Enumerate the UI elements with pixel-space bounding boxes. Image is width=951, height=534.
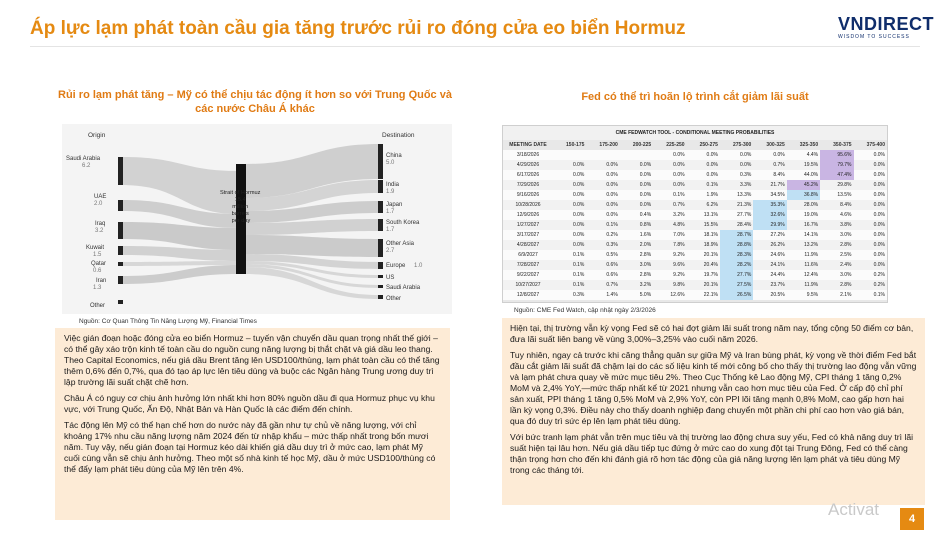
probability-cell: [620, 150, 653, 160]
header-rate-range: 175-200: [599, 142, 618, 148]
probability-cell: 21.3%: [720, 200, 753, 210]
probability-cell: 0.0%: [753, 150, 786, 160]
bar-china: [378, 144, 383, 179]
probability-cell: 2.1%: [820, 290, 853, 300]
probability-cell: 8.4%: [820, 200, 853, 210]
probability-cell: 18.9%: [687, 240, 720, 250]
probability-cell: 19.7%: [687, 270, 720, 280]
probability-cell: 5.0%: [620, 290, 653, 300]
probability-cell: 21.7%: [753, 180, 786, 190]
probability-cell: 12.4%: [787, 270, 820, 280]
probability-cell: 11.9%: [787, 250, 820, 260]
probability-cell: 11.9%: [787, 280, 820, 290]
probability-cell: 0.0%: [620, 190, 653, 200]
destination-header: Destination: [382, 132, 415, 139]
origin-iran-value: 1.3: [93, 285, 102, 291]
probability-cell: 2.5%: [820, 250, 853, 260]
probability-cell: 29.9%: [753, 220, 786, 230]
meeting-date-cell: 9/16/2026: [503, 190, 553, 200]
probability-cell: 0.7%: [653, 200, 686, 210]
probability-cell: 0.0%: [854, 160, 887, 170]
fedwatch-table: [502, 125, 888, 303]
probability-cell: 0.0%: [553, 190, 586, 200]
probability-cell: 4.6%: [820, 210, 853, 220]
probability-cell: 0.0%: [854, 190, 887, 200]
origin-iran: Iran: [96, 278, 107, 284]
probability-cell: 0.1%: [653, 190, 686, 200]
right-textbox: [502, 318, 925, 505]
probability-cell: 14.1%: [787, 230, 820, 240]
header-rate-range: 225-250: [666, 142, 685, 148]
probability-cell: 0.0%: [620, 170, 653, 180]
probability-cell: 0.0%: [653, 170, 686, 180]
meeting-date-cell: 7/29/2026: [503, 180, 553, 190]
dest-korea: South Korea: [386, 220, 420, 226]
probability-cell: 8.4%: [753, 170, 786, 180]
bar-saudi-dest: [378, 285, 383, 288]
bar-other-origin: [118, 300, 123, 304]
probability-cell: 27.7%: [720, 210, 753, 220]
probability-cell: 28.2%: [720, 260, 753, 270]
table-row: [503, 160, 887, 170]
logo-text: VNDIRECT: [838, 14, 935, 34]
table-row: [503, 250, 887, 260]
table-row: [503, 240, 887, 250]
meeting-date-cell: 1/27/2027: [503, 220, 553, 230]
probability-cell: 15.5%: [687, 220, 720, 230]
meeting-date-cell: 7/28/2027: [503, 260, 553, 270]
dest-china: China: [386, 153, 402, 159]
dest-us: US: [386, 275, 395, 281]
probability-cell: 0.0%: [653, 150, 686, 160]
meeting-date-cell: 9/22/2027: [503, 270, 553, 280]
probability-cell: 0.7%: [753, 160, 786, 170]
probability-cell: 1.6%: [620, 230, 653, 240]
probability-cell: 0.0%: [854, 240, 887, 250]
vndirect-logo: [838, 14, 938, 40]
probability-cell: 4.8%: [653, 220, 686, 230]
probability-cell: 3.2%: [653, 210, 686, 220]
fedwatch-table-title: CME FEDWATCH TOOL - CONDITIONAL MEETING PROBABILITIES: [503, 126, 887, 140]
sankey-svg: [62, 124, 452, 314]
probability-cell: 0.1%: [687, 180, 720, 190]
probability-cell: 7.0%: [653, 230, 686, 240]
probability-cell: 19.0%: [787, 210, 820, 220]
probability-cell: 0.0%: [854, 150, 887, 160]
probability-cell: 27.2%: [753, 230, 786, 240]
probability-table: [503, 140, 887, 300]
probability-cell: 4.4%: [787, 150, 820, 160]
probability-cell: 3.3%: [720, 180, 753, 190]
probability-cell: 0.3%: [586, 240, 619, 250]
probability-cell: 0.0%: [720, 150, 753, 160]
meeting-date-cell: 6/17/2026: [503, 170, 553, 180]
header-rate-range: 325-350: [799, 142, 819, 148]
probability-cell: 0.0%: [687, 150, 720, 160]
meeting-date-cell: 10/28/2026: [503, 200, 553, 210]
probability-cell: 44.0%: [787, 170, 820, 180]
flow-other-dest: [244, 267, 380, 299]
table-row: [503, 150, 887, 160]
flow-iran: [122, 265, 238, 284]
probability-cell: 0.0%: [854, 250, 887, 260]
right-caption: Nguồn: CME Fed Watch, cập nhật ngày 2/3/2026: [514, 307, 656, 314]
page-title: Áp lực lạm phát toàn cầu gia tăng trước rủi ro đóng cửa eo biển Hormuz: [30, 18, 686, 39]
probability-cell: 19.5%: [787, 160, 820, 170]
probability-cell: 0.0%: [620, 180, 653, 190]
meeting-date-cell: 12/8/2027: [503, 290, 553, 300]
header-meeting-date: MEETING DATE: [509, 142, 547, 148]
bar-uae: [118, 200, 123, 211]
left-paragraph: Châu Á có nguy cơ chịu ảnh hưởng lớn nhất khi hơn 80% nguồn dầu đi qua Hormuz phục vụ khu vực, với Trung Quốc, Ấn Độ, Nhật Bản và Hàn Quốc là các điểm đến chính.: [64, 393, 435, 414]
origin-saudi: Saudi Arabia: [66, 156, 101, 162]
probability-cell: 26.5%: [720, 290, 753, 300]
probability-cell: 28.4%: [720, 220, 753, 230]
dest-europe-value: 1.0: [414, 263, 423, 269]
probability-cell: 9.2%: [653, 270, 686, 280]
origin-iraq: Iraq: [95, 221, 106, 227]
probability-cell: 0.0%: [553, 210, 586, 220]
probability-cell: 24.1%: [753, 260, 786, 270]
dest-other-asia: Other Asia: [386, 241, 415, 247]
meeting-date-cell: 3/17/2027: [503, 230, 553, 240]
probability-cell: 0.6%: [586, 260, 619, 270]
probability-cell: 2.8%: [820, 240, 853, 250]
probability-cell: 24.6%: [753, 250, 786, 260]
probability-cell: 9.8%: [653, 280, 686, 290]
probability-cell: 0.0%: [854, 210, 887, 220]
header-rate-range: 250-275: [699, 142, 718, 148]
hormuz-label: Strait of Hormuz 15.4 million barrels per day: [220, 190, 261, 224]
probability-cell: 0.0%: [620, 160, 653, 170]
probability-cell: [586, 150, 619, 160]
dest-japan-value: 1.7: [386, 209, 395, 215]
meeting-date-cell: 10/27/2027: [503, 280, 553, 290]
probability-cell: 23.7%: [753, 280, 786, 290]
probability-cell: 0.0%: [553, 170, 586, 180]
probability-cell: 7.8%: [653, 240, 686, 250]
table-body: [503, 150, 887, 300]
probability-cell: 20.1%: [687, 250, 720, 260]
probability-cell: 11.6%: [787, 260, 820, 270]
probability-cell: 0.3%: [720, 170, 753, 180]
origin-other: Other: [90, 303, 106, 309]
probability-cell: 1.9%: [687, 190, 720, 200]
probability-cell: 20.1%: [687, 280, 720, 290]
probability-cell: 0.0%: [854, 230, 887, 240]
flow-qatar: [122, 261, 238, 266]
probability-cell: 27.7%: [720, 270, 753, 280]
probability-cell: 0.0%: [553, 220, 586, 230]
probability-cell: 16.7%: [787, 220, 820, 230]
probability-cell: 0.2%: [854, 270, 887, 280]
probability-cell: 0.0%: [586, 200, 619, 210]
probability-cell: 0.0%: [687, 170, 720, 180]
meeting-date-cell: 12/9/2026: [503, 210, 553, 220]
origin-qatar-value: 0.6: [93, 268, 102, 274]
probability-cell: 0.0%: [687, 160, 720, 170]
bar-qatar: [118, 262, 123, 266]
probability-cell: 0.5%: [586, 250, 619, 260]
probability-cell: 0.0%: [854, 180, 887, 190]
bar-iraq: [118, 222, 123, 239]
probability-cell: 0.0%: [553, 240, 586, 250]
probability-cell: 13.1%: [687, 210, 720, 220]
probability-cell: 0.0%: [854, 260, 887, 270]
probability-cell: 2.0%: [620, 240, 653, 250]
table-row: [503, 270, 887, 280]
sankey-diagram: [62, 124, 452, 314]
logo-tagline: WISDOM TO SUCCESS: [838, 34, 910, 40]
probability-cell: 28.3%: [720, 250, 753, 260]
probability-cell: 3.8%: [820, 220, 853, 230]
probability-cell: 0.0%: [553, 160, 586, 170]
left-paragraph: Việc gián đoạn hoặc đóng cửa eo biển Hormuz – tuyến vận chuyển dầu quan trọng nhất thế giới – có thể gây xáo trộn kinh tế toàn cầu do nguồn cung năng lượng bị thắt chặt và giá dầu leo thang. Theo Capital Economics, nếu giá dầu Brent tăng lên USD100/thùng, lạm phát toàn cầu có thể tăng thêm 0,6% đến 0,7%, qua đó tạo áp lực lên tiêu dùng và buộc các Ngân hàng Trung ương duy trì lập trường lãi suất chặt chẽ hơn.: [64, 333, 440, 387]
bar-us: [378, 275, 383, 278]
probability-cell: 2.8%: [620, 270, 653, 280]
probability-cell: 0.0%: [620, 200, 653, 210]
probability-cell: 18.1%: [687, 230, 720, 240]
probability-cell: 0.1%: [553, 260, 586, 270]
probability-cell: 9.6%: [653, 260, 686, 270]
probability-cell: 0.1%: [553, 280, 586, 290]
meeting-date-cell: 4/28/2027: [503, 240, 553, 250]
bar-india: [378, 180, 383, 193]
bar-other-dest: [378, 295, 383, 299]
probability-cell: 0.0%: [854, 220, 887, 230]
origin-uae: UAE: [94, 194, 107, 200]
table-row: [503, 230, 887, 240]
probability-cell: 79.7%: [820, 160, 853, 170]
probability-cell: 2.4%: [820, 260, 853, 270]
probability-cell: 45.2%: [787, 180, 820, 190]
bar-korea: [378, 219, 383, 231]
header-rate-range: 200-225: [632, 142, 652, 148]
probability-cell: 3.2%: [620, 280, 653, 290]
probability-cell: 28.7%: [720, 230, 753, 240]
left-panel-title: Rủi ro lạm phát tăng – Mỹ có thể chịu tác động ít hơn so với Trung Quốc và các nước Châu Á khác: [58, 89, 452, 115]
probability-cell: 0.0%: [854, 200, 887, 210]
probability-cell: 0.3%: [553, 290, 586, 300]
probability-cell: 26.2%: [753, 240, 786, 250]
probability-cell: 3.0%: [620, 260, 653, 270]
header-rate-range: 275-300: [732, 142, 752, 148]
probability-cell: 34.5%: [753, 190, 786, 200]
right-paragraph: Tuy nhiên, ngay cả trước khi căng thẳng quân sự giữa Mỹ và Iran bùng phát, kỳ vọng về thời điểm Fed bắt đầu cắt giảm lãi suất đã chậm lại do các số liệu kinh tế mới công bố cho thấy thị trường lao động vẫn vững và lạm phát chưa quay về mức mục tiêu 2%. Theo Cục Thống kê Lao động Mỹ, CPI tháng 1 tăng 0,2% MoM và 2,4% YoY,—mức thấp nhất kể từ 2021 nhưng vẫn cao hơn mục tiêu của Fed. Ở cấp độ chỉ phí sản xuất, PPI tháng 1 tăng 0,5% MoM và 2,9% YoY, còn PPI lõi tăng mạnh 0,8% MoM, cao gấp hơn hai lần kỳ vọng 0,3%. Điều này cho thấy doanh nghiệp đang chuyển một phần chi phí cao hơn vào giá bán, qua đó duy trì sức ép lên lạm phát tiêu dùng.: [510, 350, 917, 426]
header-rate-range: 300-325: [766, 142, 785, 148]
table-row: [503, 170, 887, 180]
probability-cell: 0.0%: [586, 180, 619, 190]
dest-india-value: 1.9: [386, 189, 395, 195]
dest-europe: Europe: [386, 263, 406, 269]
probability-cell: 0.0%: [553, 200, 586, 210]
origin-kuwait: Kuwait: [86, 245, 105, 251]
probability-cell: 0.4%: [620, 210, 653, 220]
probability-cell: 0.0%: [586, 210, 619, 220]
origin-qatar: Qatar: [91, 261, 107, 267]
bar-kuwait: [118, 246, 123, 255]
table-row: [503, 210, 887, 220]
probability-cell: 20.4%: [687, 260, 720, 270]
origin-kuwait-value: 1.5: [93, 252, 102, 258]
left-paragraph: Tác động lên Mỹ có thể hạn chế hơn do nước này đã gần như tự chủ về năng lượng, với chỉ khoảng 17% nhu cầu năng lượng năm 2024 đến từ nhập khẩu – mức thấp nhất trong bốn mươi năm. Tuy vậy, nếu gián đoạn tại Hormuz kéo dài khiến giá dầu duy trì ở mức cao, lạm phát Mỹ cuối cùng vẫn sẽ chịu ảnh hưởng. Theo một số nhà kinh tế học Mỹ, dầu ở mức USD100/thùng có thể đẩy lạm phát tiêu dùng của Mỹ lên trên 4%.: [64, 420, 436, 474]
probability-cell: 12.6%: [653, 290, 686, 300]
probability-cell: 13.5%: [820, 190, 853, 200]
dest-saudi: Saudi Arabia: [386, 285, 421, 291]
probability-cell: 3.0%: [820, 230, 853, 240]
probability-cell: 2.8%: [620, 250, 653, 260]
probability-cell: 0.1%: [553, 250, 586, 260]
probability-cell: 0.0%: [653, 180, 686, 190]
flow-other-asia: [244, 235, 380, 257]
header-divider: [30, 46, 920, 47]
probability-cell: 0.7%: [586, 280, 619, 290]
probability-cell: 20.5%: [753, 290, 786, 300]
probability-cell: 36.8%: [787, 190, 820, 200]
probability-cell: 0.6%: [586, 270, 619, 280]
origin-header: Origin: [88, 132, 106, 139]
table-row: [503, 190, 887, 200]
table-header-row: [503, 140, 887, 150]
header-rate-range: 350-375: [833, 142, 852, 148]
header-rate-range: 375-400: [866, 142, 885, 148]
bar-europe: [378, 262, 383, 269]
probability-cell: 0.0%: [553, 180, 586, 190]
table-row: [503, 280, 887, 290]
probability-cell: 2.8%: [820, 280, 853, 290]
probability-cell: 13.3%: [720, 190, 753, 200]
probability-cell: 28.0%: [787, 200, 820, 210]
table-row: [503, 290, 887, 300]
probability-cell: 0.0%: [653, 160, 686, 170]
bar-iran: [118, 276, 123, 284]
probability-cell: 3.0%: [820, 270, 853, 280]
table-row: [503, 200, 887, 210]
dest-china-value: 5.0: [386, 160, 395, 166]
table-row: [503, 260, 887, 270]
table-row: [503, 220, 887, 230]
meeting-date-cell: 6/9/2027: [503, 250, 553, 260]
dest-japan: Japan: [386, 202, 403, 208]
probability-cell: 29.8%: [820, 180, 853, 190]
probability-cell: 27.5%: [720, 280, 753, 290]
probability-cell: 95.6%: [820, 150, 853, 160]
activation-watermark: Activat: [828, 500, 880, 519]
left-caption: Nguồn: Cơ Quan Thông Tin Năng Lượng Mỹ, Financial Times: [79, 318, 257, 325]
meeting-date-cell: 3/18/2026: [503, 150, 553, 160]
probability-cell: 32.6%: [753, 210, 786, 220]
probability-cell: 0.0%: [854, 170, 887, 180]
dest-other-asia-value: 2.7: [386, 248, 395, 254]
probability-cell: 9.5%: [787, 290, 820, 300]
probability-cell: 35.3%: [753, 200, 786, 210]
probability-cell: 9.2%: [653, 250, 686, 260]
probability-cell: 0.2%: [586, 230, 619, 240]
probability-cell: 6.2%: [687, 200, 720, 210]
probability-cell: 1.4%: [586, 290, 619, 300]
right-paragraph: Hiện tại, thị trường vẫn kỳ vọng Fed sẽ có hai đợt giảm lãi suất trong năm nay, tổng cộng 50 điểm cơ bản, đưa lãi suất liên bang về vùng 3,00%–3,25% vào cuối năm 2026.: [510, 323, 914, 344]
probability-cell: 0.1%: [854, 290, 887, 300]
probability-cell: [553, 150, 586, 160]
right-paragraph: Với bức tranh lạm phát vẫn trên mục tiêu và thị trường lao động chưa suy yếu, Fed có khả năng duy trì lãi suất hiện tại lâu hơn. Nếu giá dầu tiếp tục đứng ở mức cao do xung đột tại Trung Đông, Fed có thể càng thận trọng hơn cho đến khi đánh giá rõ hơn tác động của giá năng lượng lên lạm phát và tiêu dùng Mỹ trong các tháng tới.: [510, 432, 914, 475]
header-rate-range: 150-175: [566, 142, 585, 148]
dest-india: India: [386, 182, 400, 188]
probability-cell: 0.1%: [586, 220, 619, 230]
probability-cell: 0.0%: [586, 170, 619, 180]
bar-other-asia: [378, 239, 383, 257]
origin-uae-value: 2.0: [94, 201, 103, 207]
probability-cell: 0.0%: [720, 160, 753, 170]
probability-cell: 0.0%: [553, 230, 586, 240]
probability-cell: 22.1%: [687, 290, 720, 300]
left-textbox: [55, 328, 450, 520]
probability-cell: 47.4%: [820, 170, 853, 180]
dest-korea-value: 1.7: [386, 227, 395, 233]
meeting-date-cell: 4/29/2026: [503, 160, 553, 170]
table-row: [503, 180, 887, 190]
probability-cell: 0.0%: [586, 160, 619, 170]
bar-japan: [378, 201, 383, 213]
probability-cell: 0.0%: [586, 190, 619, 200]
probability-cell: 13.2%: [787, 240, 820, 250]
origin-iraq-value: 3.2: [95, 228, 104, 234]
probability-cell: 0.2%: [854, 280, 887, 290]
right-panel-title: Fed có thể trì hoãn lộ trình cắt giảm lãi suất: [581, 91, 809, 103]
probability-cell: 24.4%: [753, 270, 786, 280]
bar-saudi: [118, 157, 123, 185]
probability-cell: 0.1%: [553, 270, 586, 280]
probability-cell: 28.8%: [720, 240, 753, 250]
dest-other: Other: [386, 296, 402, 302]
probability-cell: 0.8%: [620, 220, 653, 230]
origin-saudi-value: 6.2: [82, 163, 91, 169]
page-number: 4: [900, 508, 924, 530]
